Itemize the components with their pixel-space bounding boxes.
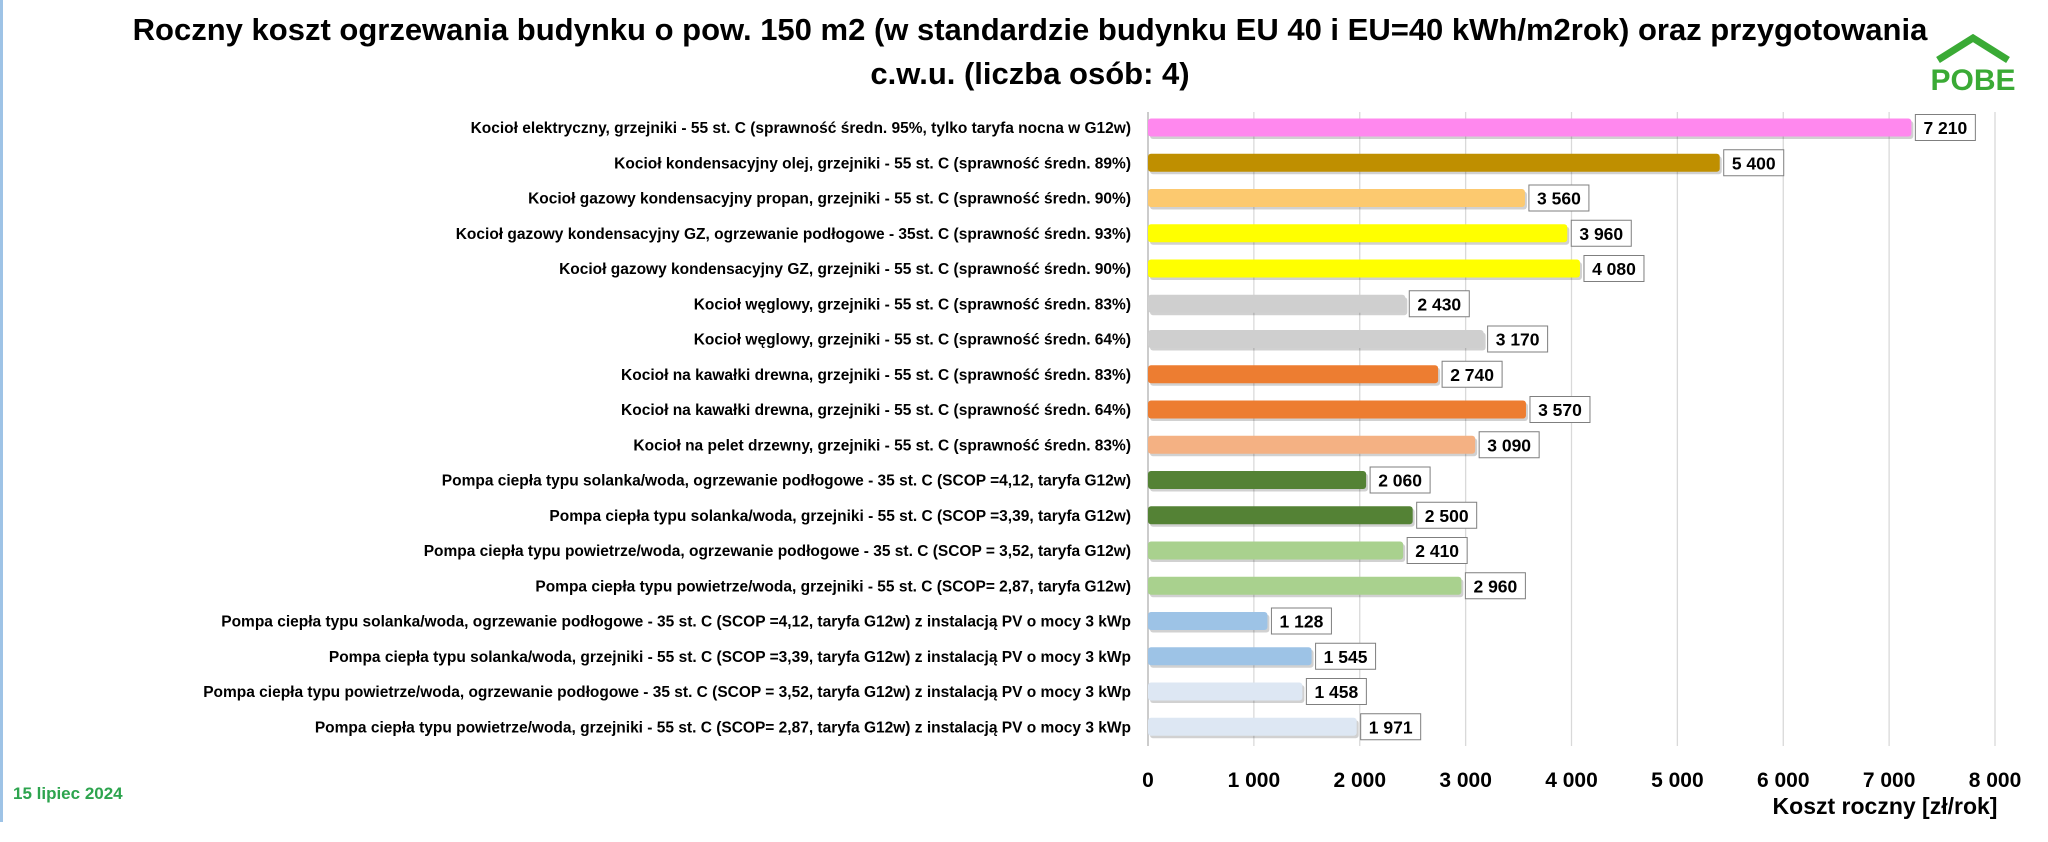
bar — [1148, 295, 1405, 313]
bar — [1148, 154, 1720, 172]
value-label: 1 971 — [1368, 717, 1413, 738]
category-label: Kocioł na pelet drzewny, grzejniki - 55 st. C (sprawność średn. 83%) — [633, 437, 1131, 455]
x-axis-title: Koszt roczny [zł/rok] — [1772, 793, 1998, 819]
category-labels — [203, 120, 1131, 736]
value-label: 2 410 — [1415, 541, 1460, 561]
value-label: 2 740 — [1450, 364, 1494, 385]
category-label: Pompa ciepła typu solanka/woda, grzejniki - 55 st. C (SCOP =3,39, taryfa G12w) — [549, 507, 1131, 525]
value-label: 2 500 — [1424, 505, 1469, 526]
value-label: 2 960 — [1473, 576, 1518, 597]
category-label: Kocioł kondensacyjny olej, grzejniki - 55 st. C (sprawność średn. 89%) — [614, 155, 1131, 173]
value-label: 3 090 — [1487, 435, 1532, 456]
value-label: 7 210 — [1923, 118, 1968, 138]
value-label: 1 545 — [1323, 646, 1368, 667]
category-label: Pompa ciepła typu powietrze/woda, ogrzewanie podłogowe - 35 st. C (SCOP = 3,52, taryfa G12w) — [423, 543, 1131, 560]
category-label: Kocioł na kawałki drewna, grzejniki - 55 st. C (sprawność średn. 64%) — [621, 402, 1131, 419]
x-tick-label: 5 000 — [1651, 769, 1704, 792]
bar — [1148, 471, 1366, 489]
bar — [1148, 119, 1911, 137]
bar — [1148, 612, 1267, 630]
bar — [1148, 506, 1413, 524]
value-label: 3 170 — [1495, 329, 1540, 350]
bar — [1148, 189, 1525, 207]
logo-text: POBE — [1930, 64, 2016, 94]
bar — [1148, 365, 1438, 383]
date-label: 15 lipiec 2024 — [13, 784, 123, 803]
x-tick-label: 4 000 — [1545, 769, 1598, 792]
x-axis-ticks — [1142, 769, 2021, 792]
bar — [1148, 436, 1475, 454]
bars — [1148, 115, 1975, 740]
x-tick-label: 1 000 — [1227, 769, 1281, 792]
value-label: 2 430 — [1417, 294, 1462, 315]
bar — [1148, 718, 1357, 736]
x-tick-label: 2 000 — [1333, 769, 1387, 792]
value-label: 1 128 — [1279, 611, 1324, 632]
bar — [1148, 260, 1580, 278]
category-label: Kocioł gazowy kondensacyjny propan, grzejniki - 55 st. C (sprawność średn. 90%) — [528, 190, 1131, 208]
value-label: 2 060 — [1378, 470, 1423, 491]
bar — [1148, 330, 1484, 348]
category-label: Pompa ciepła typu solanka/woda, ogrzewanie podłogowe - 35 st. C (SCOP =4,12, taryfa G12w) — [441, 472, 1131, 490]
category-label: Kocioł na kawałki drewna, grzejniki - 55 st. C (sprawność średn. 83%) — [621, 366, 1131, 384]
x-tick-label: 7 000 — [1862, 769, 1916, 792]
category-label: Kocioł gazowy kondensacyjny GZ, grzejniki - 55 st. C (sprawność średn. 90%) — [559, 261, 1131, 278]
category-label: Kocioł węglowy, grzejniki - 55 st. C (sprawność średn. 83%) — [693, 296, 1131, 314]
bar — [1148, 401, 1526, 419]
category-label: Kocioł gazowy kondensacyjny GZ, ogrzewanie podłogowe - 35st. C (sprawność średn. 93%) — [455, 225, 1131, 243]
value-label: 3 560 — [1537, 188, 1581, 209]
bar — [1148, 542, 1403, 560]
chart-title: Roczny koszt ogrzewania budynku o pow. 150 m2 (w standardzie budynku EU 40 i EU=40 kWh/m2rok) oraz przygotowania c.w.u. (liczba osób: 4) — [132, 12, 1928, 91]
value-label: 1 458 — [1314, 682, 1359, 702]
bar — [1148, 683, 1302, 701]
bar — [1148, 647, 1312, 665]
category-label: Kocioł węglowy, grzejniki - 55 st. C (sprawność średn. 64%) — [693, 331, 1131, 349]
value-label: 3 570 — [1538, 400, 1582, 420]
category-label: Pompa ciepła typu powietrze/woda, grzejniki - 55 st. C (SCOP= 2,87, taryfa G12w) — [535, 578, 1131, 596]
bar — [1148, 577, 1461, 595]
category-label: Pompa ciepła typu powietrze/woda, ogrzewanie podłogowe - 35 st. C (SCOP = 3,52, taryfa G12w) z instalacją PV o mocy 3 kWp — [203, 684, 1131, 701]
category-label: Pompa ciepła typu solanka/woda, grzejniki - 55 st. C (SCOP =3,39, taryfa G12w) z instalacją PV o mocy 3 kWp — [328, 648, 1131, 666]
x-tick-label: 3 000 — [1439, 769, 1492, 792]
bar — [1148, 224, 1567, 242]
x-tick-label: 6 000 — [1756, 769, 1810, 792]
x-tick-label: 8 000 — [1968, 769, 2022, 792]
category-label: Kocioł elektryczny, grzejniki - 55 st. C (sprawność średn. 95%, tylko taryfa nocna w G12w) — [470, 120, 1131, 137]
x-tick-label: 0 — [1142, 769, 1154, 792]
value-label: 5 400 — [1731, 153, 1776, 174]
value-label: 4 080 — [1592, 259, 1636, 279]
category-label: Pompa ciepła typu powietrze/woda, grzejniki - 55 st. C (SCOP= 2,87, taryfa G12w) z instalacją PV o mocy 3 kWp — [314, 719, 1131, 737]
value-label: 3 960 — [1579, 223, 1624, 244]
category-label: Pompa ciepła typu solanka/woda, ogrzewanie podłogowe - 35 st. C (SCOP =4,12, taryfa G12w) z instalacją PV o mocy 3 kWp — [221, 613, 1131, 631]
